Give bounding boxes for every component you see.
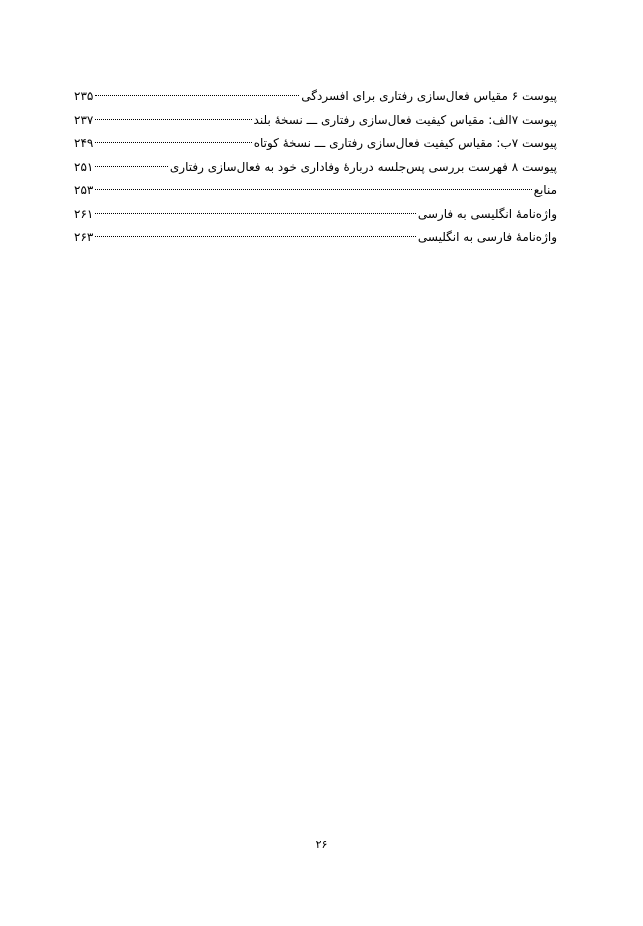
- toc-entry-title: پیوست ۶ مقیاس فعال‌سازی رفتاری برای افسردگی: [301, 89, 557, 103]
- toc-entry: [74, 203, 557, 227]
- toc-entry: [74, 109, 557, 133]
- toc-entry-title: پیوست ۷الف: مقیاس کیفیت فعال‌سازی رفتاری ـــ نسخهٔ بلند: [253, 112, 557, 127]
- toc-entry-title: منابع: [533, 183, 557, 197]
- toc-entry-page: ۲۴۹: [74, 136, 94, 150]
- dot-leader: [95, 118, 251, 120]
- dot-leader: [95, 188, 531, 190]
- dot-leader: [95, 141, 251, 143]
- toc-entry-page: ۲۵۱: [74, 159, 94, 174]
- dot-leader: [95, 235, 416, 237]
- toc-entry-page: ۲۳۵: [74, 89, 94, 103]
- toc-entry-page: ۲۳۷: [74, 112, 94, 127]
- dot-leader: [95, 212, 416, 214]
- toc-entry-page: ۲۵۳: [74, 183, 94, 197]
- toc-entry-title: واژه‌نامهٔ انگلیسی به فارسی: [417, 206, 557, 221]
- toc-entry-page: ۲۶۳: [74, 230, 94, 244]
- toc-entry-page: ۲۶۱: [74, 206, 94, 221]
- toc-entry: [74, 85, 557, 109]
- toc-entry-title: پیوست ۸ فهرست بررسی پس‌جلسه دربارهٔ وفاداری خود به فعال‌سازی رفتاری: [169, 159, 557, 174]
- table-of-contents: [74, 85, 557, 250]
- toc-entry: [74, 156, 557, 180]
- toc-entry: [74, 132, 557, 156]
- toc-entry: [74, 226, 557, 250]
- toc-entry-title: واژه‌نامهٔ فارسی به انگلیسی: [417, 230, 557, 244]
- toc-entry: [74, 179, 557, 203]
- dot-leader: [95, 165, 168, 167]
- dot-leader: [95, 94, 299, 96]
- page-number: ۲۶: [315, 838, 328, 851]
- toc-entry-title: پیوست ۷ب: مقیاس کیفیت فعال‌سازی رفتاری ـــ نسخهٔ کوتاه: [253, 136, 557, 150]
